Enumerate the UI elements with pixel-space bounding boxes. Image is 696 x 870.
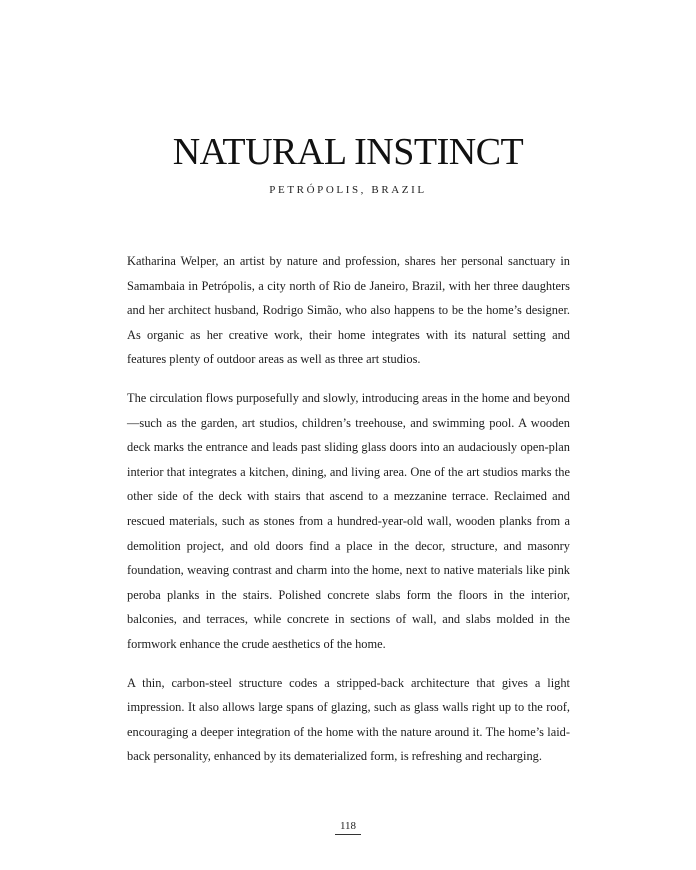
body-paragraph: Katharina Welper, an artist by nature and profession, shares her personal sanctuary in Samambaia in Petrópolis, a city north of Rio de Janeiro, Brazil, with her three daughters and her architect husband, Rodrigo Simão, who also happens to be the home’s designer. As organic as her creative work, their home integrates with its natural setting and features plenty of outdoor areas as well as three art studios.	[127, 254, 570, 367]
article-title: NATURAL INSTINCT	[172, 131, 524, 173]
page-number: 118	[335, 819, 361, 835]
page-number-footer	[0, 816, 696, 835]
article-body	[127, 249, 570, 783]
article-location-subtitle: PETRÓPOLIS, BRAZIL	[269, 184, 427, 196]
body-paragraph: A thin, carbon-steel structure codes a stripped-back architecture that gives a light impression. It also allows large spans of glazing, such as glass walls right up to the roof, encouraging a deeper integration of the home with the nature around it. The home’s laid-back personality, enhanced by its dematerialized form, is refreshing and recharging.	[127, 675, 570, 764]
body-paragraph: The circulation flows purposefully and slowly, introducing areas in the home and beyond—such as the garden, art studios, children’s treehouse, and swimming pool. A wooden deck marks the entrance and leads past sliding glass doors into an audaciously open-plan interior that integrates a kitchen, dining, and living area. One of the art studios marks the other side of the deck with stairs that ascend to a mezzanine terrace. Reclaimed and rescued materials, such as stones from a hundred-year-old wall, wooden planks from a demolition project, and old doors find a place in the decor, structure, and masonry foundation, weaving contrast and charm into the home, next to native materials like pink peroba planks in the stairs. Polished concrete slabs form the floors in the interior, balconies, and terraces, while concrete in sections of wall, and slabs molded in the formwork enhance the crude aesthetics of the home.	[127, 390, 570, 651]
